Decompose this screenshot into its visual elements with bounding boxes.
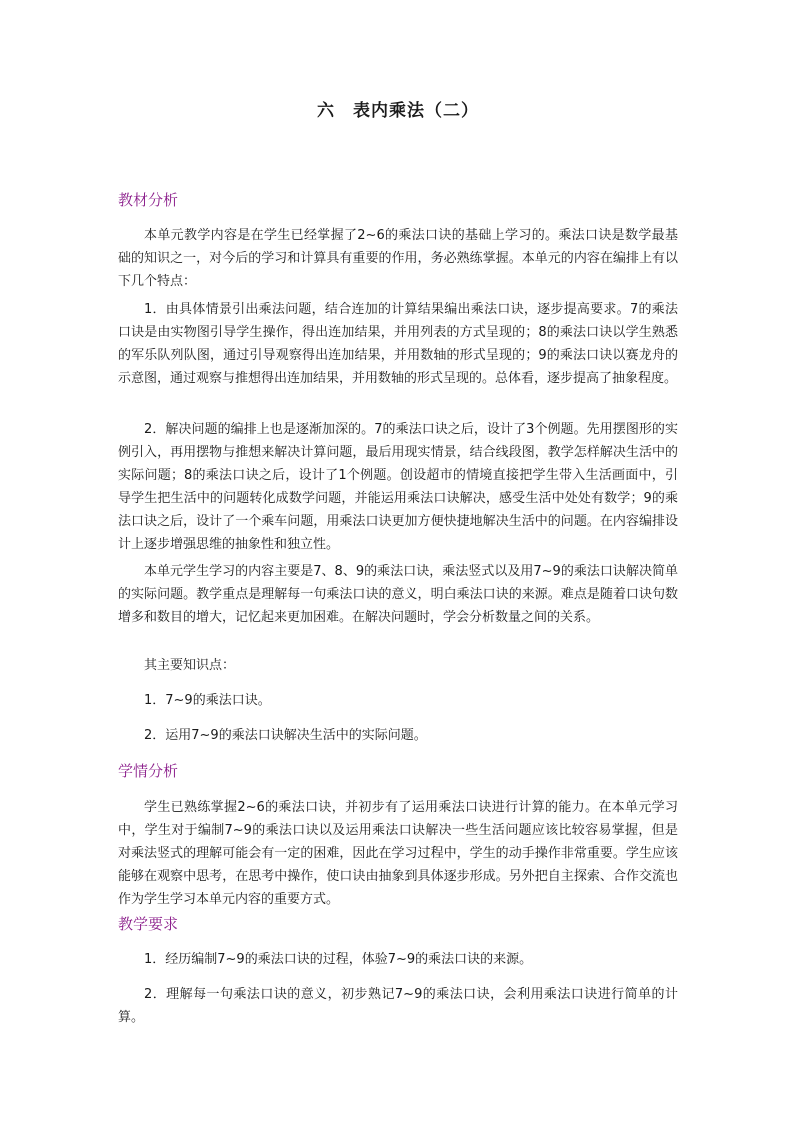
paragraph: 2．理解每一句乘法口诀的意义，初步熟记7~9的乘法口诀，会利用乘法口诀进行简单的计算。 — [118, 987, 678, 1025]
section-heading-teaching-requirements: 教学要求 — [118, 915, 179, 933]
paragraph: 2．解决问题的编排上也是逐渐加深的。7的乘法口诀之后，设计了3个例题。先用摆图形的实例引入，再用摆物与推想来解决计算问题，最后用现实情景，结合线段图，教学怎样解决生活中的实际问题；8的乘法口诀之后，设计了1个例题。创设超市的情境直接把学生带入生活画面中，引导学生把生活中的问题转化成数学问题，并能运用乘法口诀解决，感受生活中处处有数学；9的乘法口诀之后，设计了一个乘车问题，用乘法口诀更加方便快捷地解决生活中的问题。在内容编排设计上逐步增强思维的抽象性和独立性。 — [118, 422, 678, 552]
paragraph: 本单元学生学习的内容主要是7、8、9的乘法口诀，乘法竖式以及用7~9的乘法口诀解决简单的实际问题。教学重点是理解每一句乘法口诀的意义，明白乘法口诀的来源。难点是随着口诀句数增多和数目的增大，记忆起来更加困难。在解决问题时，学会分析数量之间的关系。 — [118, 564, 678, 625]
section-heading-learner-analysis: 学情分析 — [118, 762, 179, 780]
paragraph: 1．7~9的乘法口诀。 — [144, 693, 271, 708]
paragraph: 1．由具体情景引出乘法问题，结合连加的计算结果编出乘法口诀，逐步提高要求。7的乘法口诀是由实物图引导学生操作，得出连加结果，并用列表的方式呈现的；8的乘法口诀以学生熟悉的军乐队列队图，通过引导观察得出连加结果，并用数轴的形式呈现的；9的乘法口诀以赛龙舟的示意图，通过观察与推想得出连加结果，并用数轴的形式呈现的。总体看，逐步提高了抽象程度。 — [118, 302, 678, 386]
paragraph: 本单元教学内容是在学生已经掌握了2~6的乘法口诀的基础上学习的。乘法口诀是数学最基础的知识之一，对今后的学习和计算具有重要的作用，务必熟练掌握。本单元的内容在编排上有以下几个特点： — [118, 228, 678, 289]
paragraph: 学生已熟练掌握2~6的乘法口诀，并初步有了运用乘法口诀进行计算的能力。在本单元学习中，学生对于编制7~9的乘法口诀以及运用乘法口诀解决一些生活问题应该比较容易掌握，但是对乘法竖式的理解可能会有一定的困难，因此在学习过程中，学生的动手操作非常重要。学生应该能够在观察中思考，在思考中操作，使口诀由抽象到具体逐步形成。另外把自主探索、合作交流也作为学生学习本单元内容的重要方式。 — [118, 800, 678, 907]
paragraph: 1．经历编制7~9的乘法口诀的过程，体验7~9的乘法口诀的来源。 — [144, 952, 533, 967]
paragraph: 2．运用7~9的乘法口诀解决生活中的实际问题。 — [144, 728, 427, 743]
section-heading-textbook-analysis: 教材分析 — [118, 191, 179, 209]
document-title: 六 表内乘法（二） — [317, 101, 479, 121]
paragraph: 其主要知识点： — [144, 658, 236, 673]
